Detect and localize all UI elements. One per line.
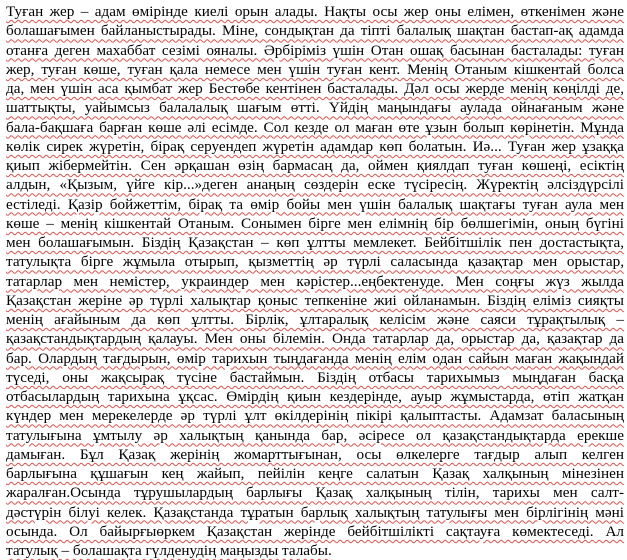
text-line: бар. Олардың тағдырын, өмір тарихын тыңдағанда менің елім одан сайын маған жақындай [6, 349, 624, 367]
text-line: татарлар мен немістер, украиндер мен кәрістер...еңбектенуде. Мен соңғы жүз жылда [6, 272, 624, 290]
text-line: дәстүрін білуі келек. Қазақстанда тұратын барлық халықтың татулығы мен бірлігінің мәні [6, 503, 624, 521]
text-line: менің ағайыным да көп ұлтты. Бірлік, ұлтаралық келісім және саяси тұрақтылық – [6, 311, 624, 328]
text-line: жер, туған көше, туған қала немесе мен үшін туған кент. Менің Отаным кішкентай болса [6, 60, 624, 78]
text-line: татулығына ұмтылу әр халықтың қанында бар, әсіресе ол қазақстандықтарда ерекше [6, 426, 624, 444]
text-line: осында. Ол байырғыөркем Қазақстан жерінде бейбітшілікті сақтауға көмектеседі. Ал [6, 522, 624, 540]
text-line: түседі, оны жақсырақ түсіне бастаймын. Біздің отбасы тарихымыз мыңдаған басқа [6, 368, 624, 386]
text-line-last: татулық – болашақта гүлденудің маңызды талабы. [6, 542, 332, 559]
text-line: да, мен үшін аса қымбат жер Бестөбе кентінен басталады. Дәл осы жерде менің көңілді де, [6, 80, 624, 97]
text-line: алдын, «Қызым, үйге кір...»деген анаңың сөздерін еске түсіресің. Жүректің әлсіздүрсілі [6, 176, 624, 194]
text-line: отбасылардың тарихына ұқсас. Өмірдің қиын кездерінде, ауыр жұмыстарда, өтіп жатқан [6, 388, 624, 405]
text-line: Қазақстан жеріне әр түрлі халықтар қоныс тепкеніне жиі ойланамын. Біздің еліміз сияқты [6, 291, 624, 309]
text-line: жаралған.Осында тұрушылардың барлығы Қазақ халқының тілін, тарихы мен салт- [6, 484, 624, 502]
text-line: шаттықты, уайымсыз балалалық шағым өтті. Үйдің маңындағы аулада ойнағаным және [6, 99, 624, 117]
text-line: барлығына құшағын кең жайып, пейілін кеңге салатын Қазақ халқының мінезінен [6, 465, 624, 482]
text-line: қазақстандықтардың қалауы. Мен оны білемін. Онда татарлар да, орыстар да, қазақтар да [6, 330, 624, 348]
text-line: дамыған. Бұл Қазақ жерінің жомарттығынан, осы өлкелерге тағдыр алып келген [6, 445, 624, 463]
text-line: татулықта бірге жұмыла отырып, қызметтің әр түрлі саласында қазақтар мен орыстар, [6, 253, 624, 271]
document-body [6, 2, 624, 560]
text-line: естіледі. Қазір бойжеттім, бірақ та өмір бойы мен үшін балалық шақтағы туған аула мен [6, 195, 624, 213]
text-line: қиып жібермейтін. Сен әрқашан өзің бармасаң да, оймен қиялдап туған көшеңі, есіктің [6, 157, 624, 174]
text-line: күндер мен мерекелерде әр түрлі ұлт өкілдерінің пікірі қалыптасты. Адамзат баласының [6, 407, 624, 425]
text-line: бала-бақшаға барған көше әлі есімде. Сол кезде ол маған өте ұзын болып көрінетін. Мұнда [6, 118, 624, 136]
text-line: Туған жер – адам өмірінде киелі орын алады. Нақты осы жер оны елімен, өткенімен және [6, 3, 624, 20]
text-line: отанға деген махаббат сезімі ояналы. Әрбіріміз үшін Отан ошақ басынан басталады: туған [6, 41, 624, 59]
text-line: болашағымен байланыстырады. Міне, сондықтан да тіпті балалық шақтан бастап-ақ адамда [6, 22, 624, 40]
text-line: көше – менің кішкентай Отаным. Сонымен бірге мен елімнің бір бөлшегімін, оның бүгіні [6, 214, 624, 232]
text-line: мен болашағымын. Біздің Қазақстан – көп ұлтты мемлекет. Бейбітшілік пен достастықта, [6, 234, 624, 251]
text-line: көлік сирек жүретін, бірақ серуендеп жүретін адамдар көп болатын. Иә... Туған жер ұзаққа [6, 137, 624, 155]
